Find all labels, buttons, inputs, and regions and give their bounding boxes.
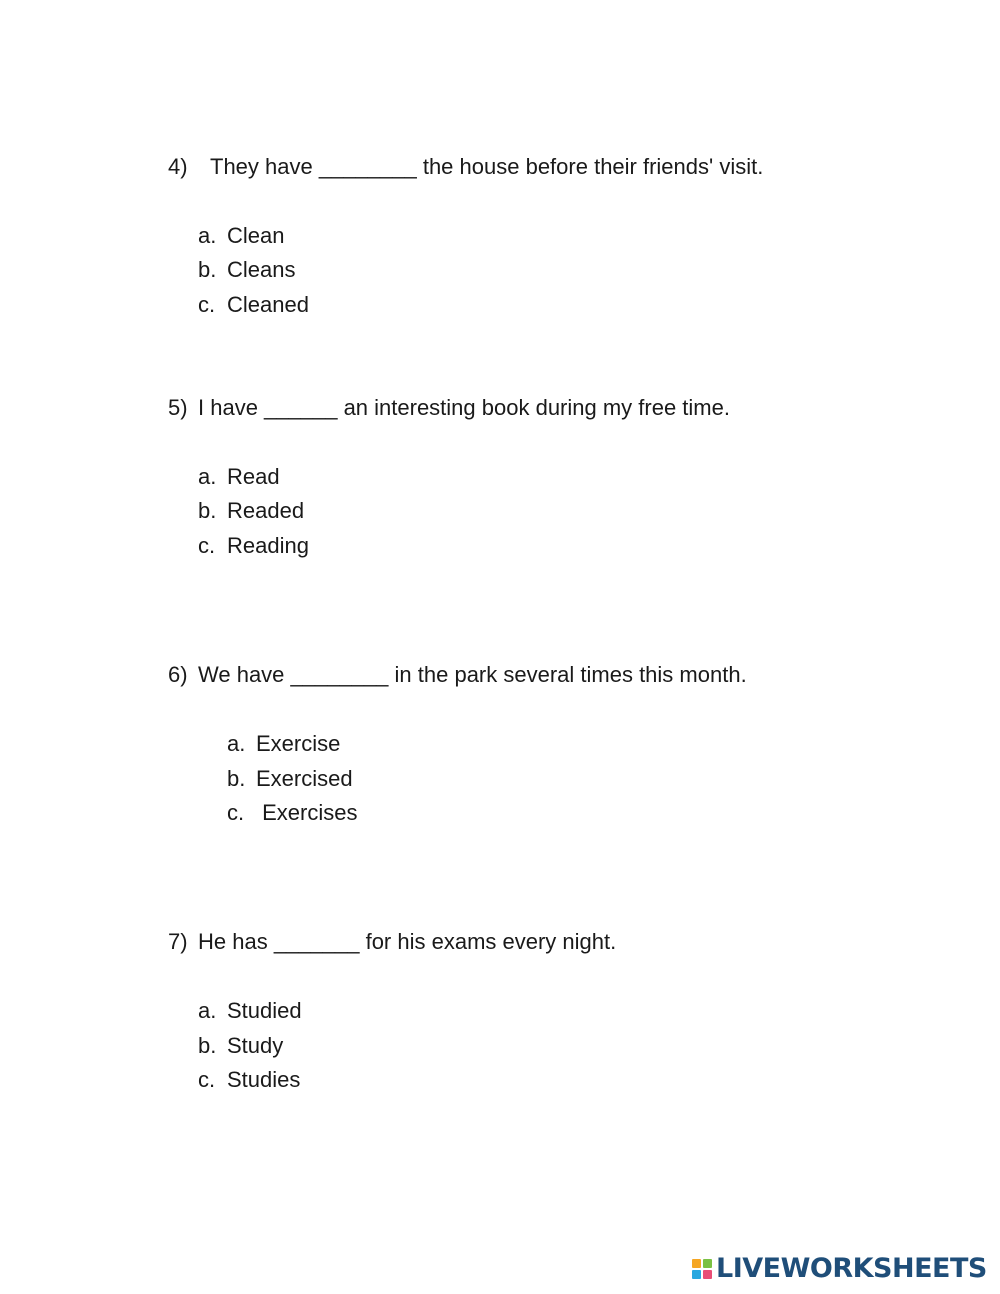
option-text: Studied — [227, 998, 302, 1023]
option-7a[interactable] — [198, 998, 302, 1024]
option-letter: c. — [198, 533, 216, 558]
option-4c[interactable] — [198, 292, 309, 318]
option-text: Cleaned — [227, 292, 309, 317]
option-4b[interactable] — [198, 257, 295, 283]
question-4 — [168, 154, 763, 180]
option-letter: a. — [198, 223, 217, 248]
option-4a[interactable] — [198, 223, 284, 249]
option-letter: c. — [227, 800, 245, 825]
option-text: Exercises — [256, 800, 358, 825]
question-text: I have ______ an interesting book during my free time. — [198, 395, 730, 420]
logo-block-3 — [692, 1270, 701, 1279]
option-letter: c. — [198, 292, 216, 317]
option-text: Clean — [227, 223, 285, 248]
option-letter: b. — [198, 1033, 217, 1058]
option-text: Reading — [227, 533, 309, 558]
option-6a[interactable] — [227, 731, 340, 757]
question-number: 4) — [168, 154, 188, 179]
question-number: 6) — [168, 662, 188, 687]
question-7 — [168, 929, 616, 955]
option-letter: c. — [198, 1067, 216, 1092]
option-text: Study — [227, 1033, 284, 1058]
option-letter: a. — [198, 464, 217, 489]
option-text: Exercised — [256, 766, 353, 791]
logo-block-2 — [703, 1259, 712, 1268]
option-5a[interactable] — [198, 464, 280, 490]
option-7c[interactable] — [198, 1067, 300, 1093]
option-letter: a. — [227, 731, 246, 756]
liveworksheets-logo[interactable] — [692, 1254, 987, 1284]
option-letter: b. — [198, 257, 217, 282]
option-letter: a. — [198, 998, 217, 1023]
option-5c[interactable] — [198, 533, 309, 559]
question-text: They have ________ the house before their friends' visit. — [210, 154, 764, 179]
option-text: Exercise — [256, 731, 341, 756]
option-letter: b. — [227, 766, 246, 791]
option-text: Studies — [227, 1067, 301, 1092]
option-text: Cleans — [227, 257, 296, 282]
question-text: He has _______ for his exams every night. — [198, 929, 617, 954]
logo-text: LIVEWORKSHEETS — [716, 1253, 987, 1284]
logo-block-1 — [692, 1259, 701, 1268]
liveworksheets-logo-icon — [692, 1259, 712, 1279]
question-5 — [168, 395, 730, 421]
option-text: Read — [227, 464, 280, 489]
question-text: We have ________ in the park several times this month. — [198, 662, 747, 687]
option-letter: b. — [198, 498, 217, 523]
option-6b[interactable] — [227, 766, 353, 792]
option-text: Readed — [227, 498, 305, 523]
option-7b[interactable] — [198, 1033, 283, 1059]
question-number: 5) — [168, 395, 188, 420]
option-5b[interactable] — [198, 498, 304, 524]
option-6c[interactable] — [227, 800, 357, 826]
question-6 — [168, 662, 747, 688]
question-number: 7) — [168, 929, 188, 954]
logo-block-4 — [703, 1270, 712, 1279]
